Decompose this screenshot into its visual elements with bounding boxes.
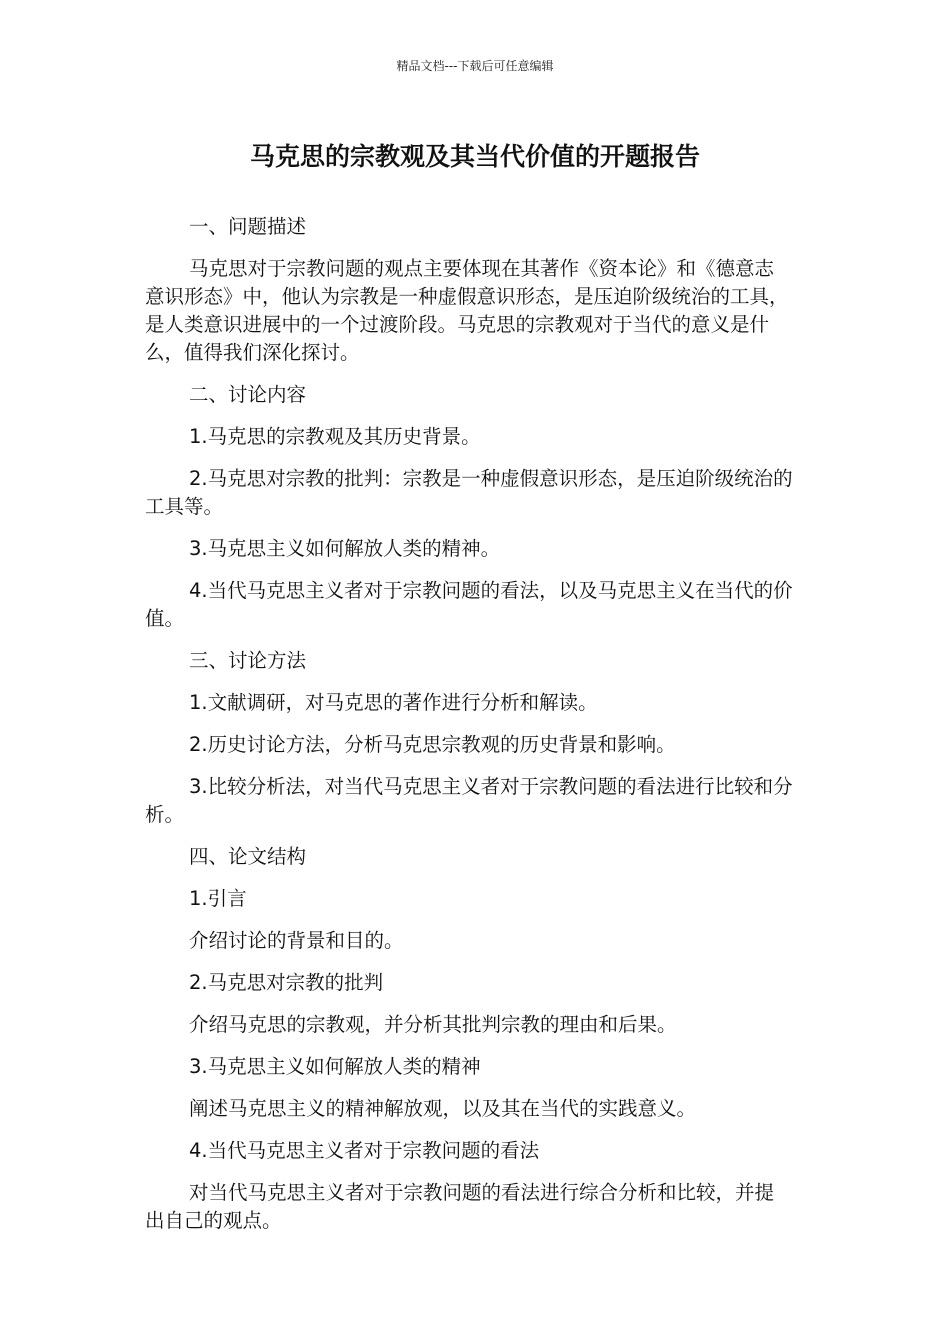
section-heading-problem: 一、问题描述 xyxy=(189,215,307,238)
header-note: 精品文档---下载后可任意编辑 xyxy=(396,59,554,73)
list-item-content-4: 4.当代马克思主义者对于宗教问题的看法，以及马克思主义在当代的价值。 xyxy=(145,579,793,630)
list-item-content-2: 2.马克思对宗教的批判：宗教是一种虚假意识形态，是压迫阶级统治的工具等。 xyxy=(145,467,793,518)
section-heading-content: 二、讨论内容 xyxy=(189,383,307,406)
paragraph-problem-description: 马克思对于宗教问题的观点主要体现在其著作《资本论》和《德意志意识形态》中，他认为宗教是一种虚假意识形态，是压迫阶级统治的工具，是人类意识进展中的一个过渡阶段。马克思的宗教观对于当代的意义是什么，值得我们深化探讨。 xyxy=(145,257,789,364)
structure-item-1-desc: 介绍讨论的背景和目的。 xyxy=(189,929,404,952)
section-heading-methods: 三、讨论方法 xyxy=(189,649,307,672)
list-item-content-1: 1.马克思的宗教观及其历史背景。 xyxy=(189,425,481,448)
section-heading-structure: 四、论文结构 xyxy=(189,845,307,868)
document-body xyxy=(145,213,793,1249)
structure-item-3-desc: 阐述马克思主义的精神解放观，以及其在当代的实践意义。 xyxy=(189,1097,697,1120)
list-item-method-1: 1.文献调研，对马克思的著作进行分析和解读。 xyxy=(189,691,598,714)
list-item-method-2: 2.历史讨论方法，分析马克思宗教观的历史背景和影响。 xyxy=(189,733,676,756)
structure-item-2-desc: 介绍马克思的宗教观，并分析其批判宗教的理由和后果。 xyxy=(189,1013,677,1036)
list-item-method-3: 3.比较分析法，对当代马克思主义者对于宗教问题的看法进行比较和分析。 xyxy=(145,775,793,826)
list-item-content-3: 3.马克思主义如何解放人类的精神。 xyxy=(189,537,501,560)
structure-item-1-title: 1.引言 xyxy=(189,887,247,910)
structure-item-3-title: 3.马克思主义如何解放人类的精神 xyxy=(189,1055,481,1078)
structure-item-4-title: 4.当代马克思主义者对于宗教问题的看法 xyxy=(189,1139,540,1162)
document-title: 马克思的宗教观及其当代价值的开题报告 xyxy=(249,142,700,171)
structure-item-2-title: 2.马克思对宗教的批判 xyxy=(189,971,384,994)
structure-item-4-desc: 对当代马克思主义者对于宗教问题的看法进行综合分析和比较，并提出自己的观点。 xyxy=(145,1181,775,1232)
